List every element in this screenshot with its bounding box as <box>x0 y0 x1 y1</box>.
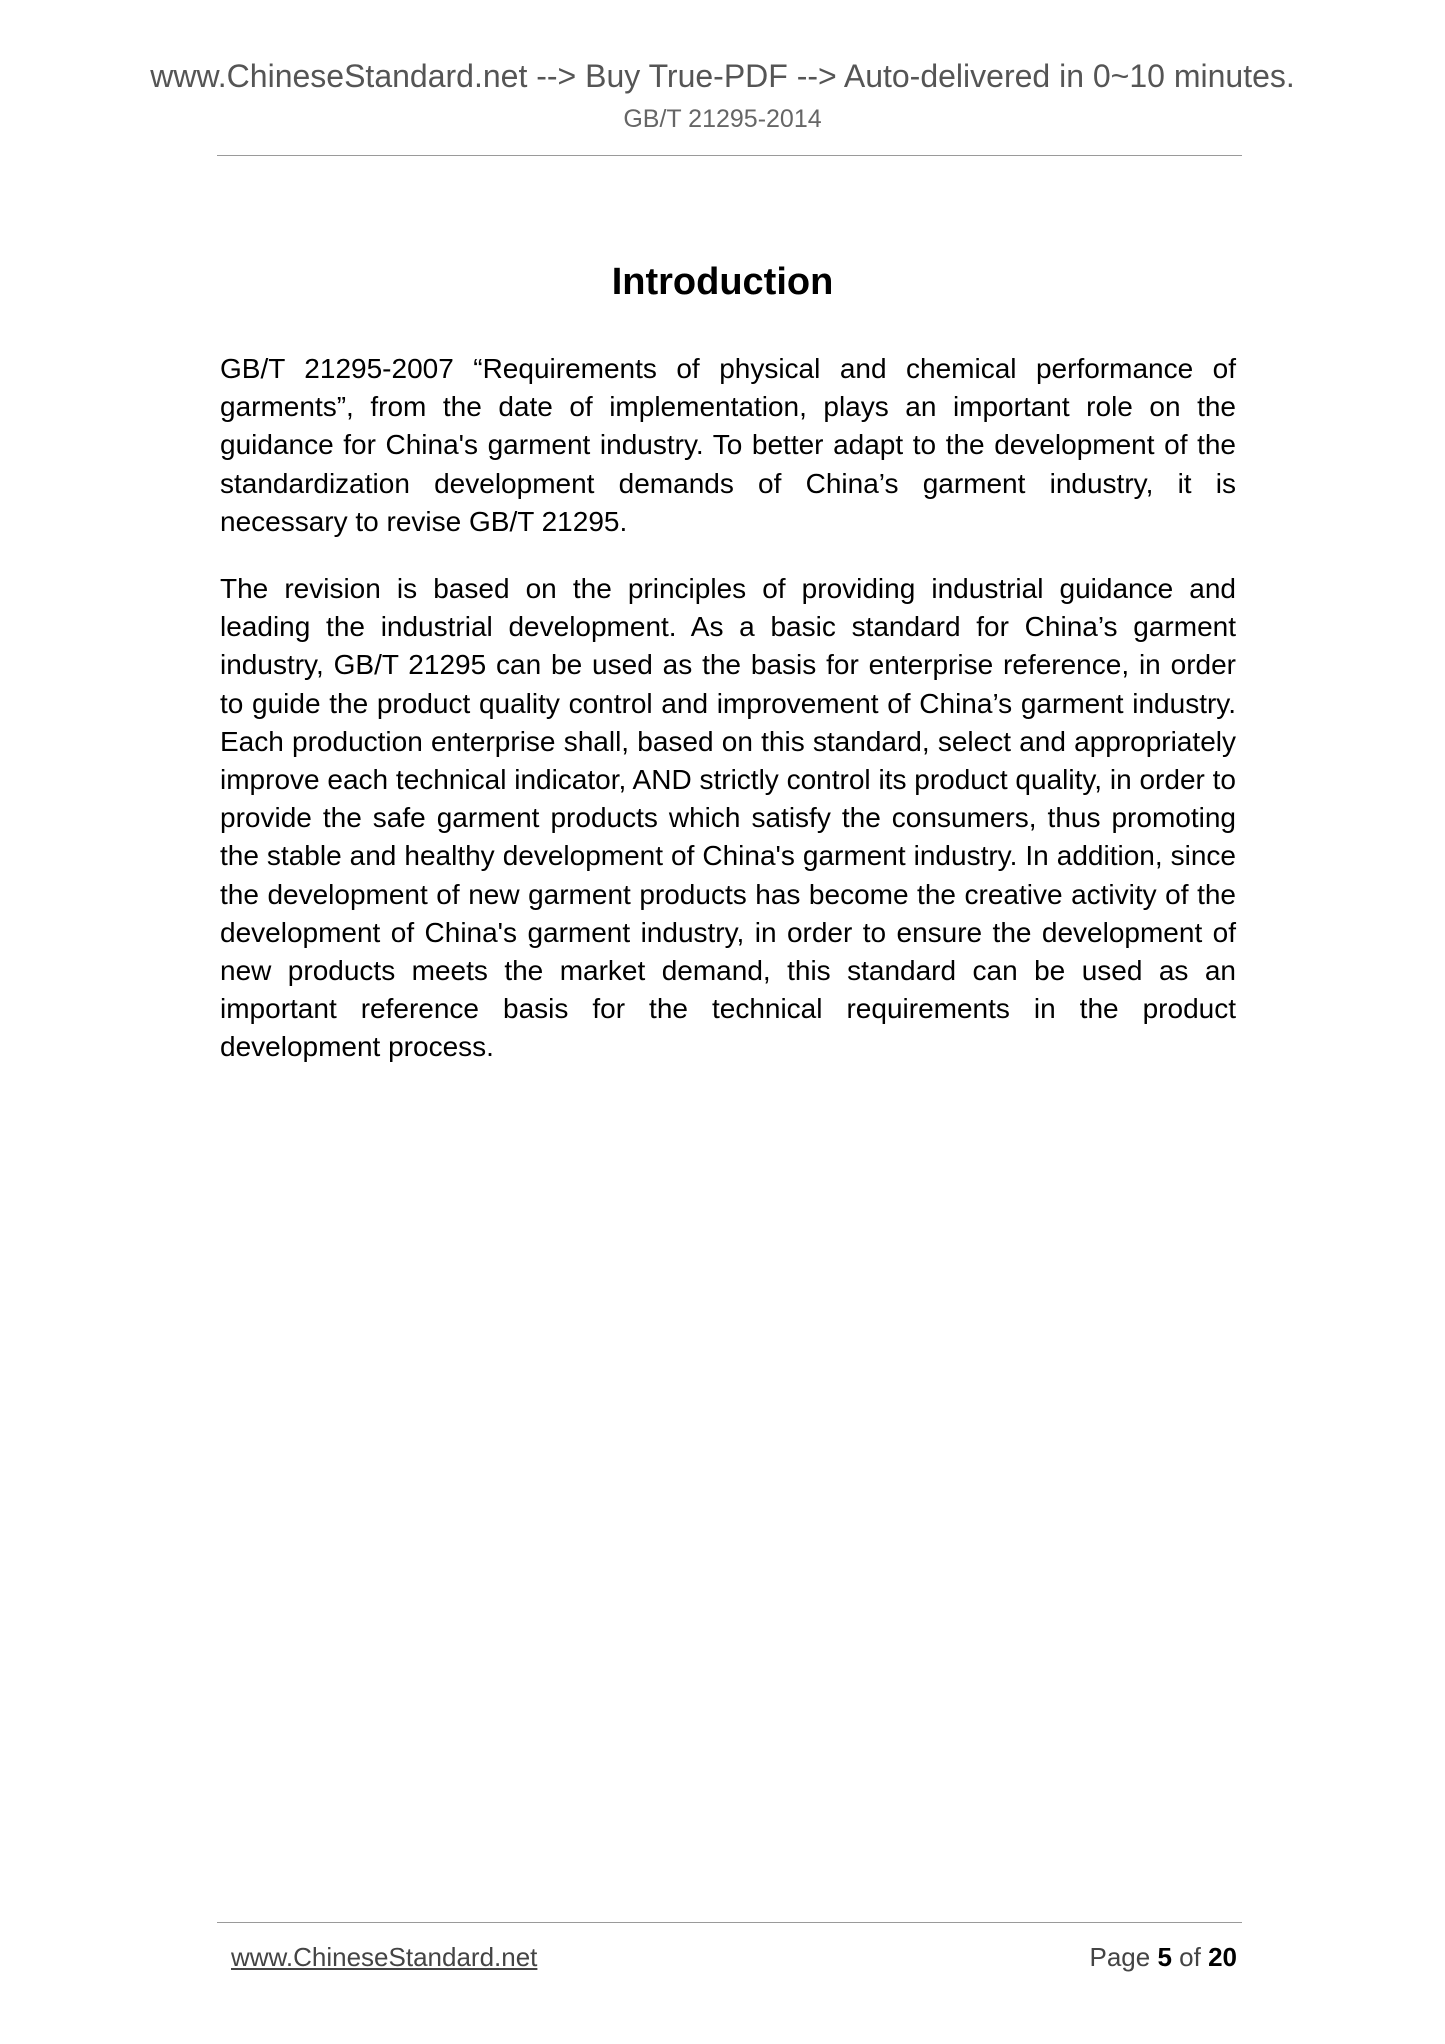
page-title: Introduction <box>611 261 834 303</box>
footer-website-link[interactable]: www.ChineseStandard.net <box>231 1942 538 1972</box>
page-prefix: Page <box>1089 1942 1151 1972</box>
paragraph: GB/T 21295-2007 “Requirements of physical and chemical performance of garments”, from the date of implementation, plays an important role on the guidance for China's garment industry. To better adapt to the development of the standardization development demands of China’s garment industry, it is necessary to revise GB/T 21295. <box>220 353 1236 537</box>
page-separator: of <box>1179 1942 1201 1972</box>
page-current: 5 <box>1157 1942 1172 1972</box>
page-total: 20 <box>1208 1942 1237 1972</box>
footer-divider <box>217 1922 1242 1923</box>
page-number <box>1089 1940 1237 1974</box>
document-body <box>220 350 1236 1096</box>
standard-code: GB/T 21295-2014 <box>623 105 822 133</box>
paragraph: The revision is based on the principles of providing industrial guidance and leading the industrial development. As a basic standard for China’s garment industry, GB/T 21295 can be used as the basis for enterprise reference, in order to guide the product quality control and improvement of China’s garment industry. Each production enterprise shall, based on this standard, select and appropriately improve each technical indicator, AND strictly control its product quality, in order to provide the safe garment products which satisfy the consumers, thus promoting the stable and healthy development of China's garment industry. In addition, since the development of new garment products has become the creative activity of the development of China's garment industry, in order to ensure the development of new products meets the market demand, this standard can be used as an important reference basis for the technical requirements in the product development process. <box>220 573 1236 1063</box>
header-divider <box>217 155 1242 156</box>
header-banner: www.ChineseStandard.net --> Buy True-PDF --> Auto-delivered in 0~10 minutes. <box>150 58 1295 94</box>
